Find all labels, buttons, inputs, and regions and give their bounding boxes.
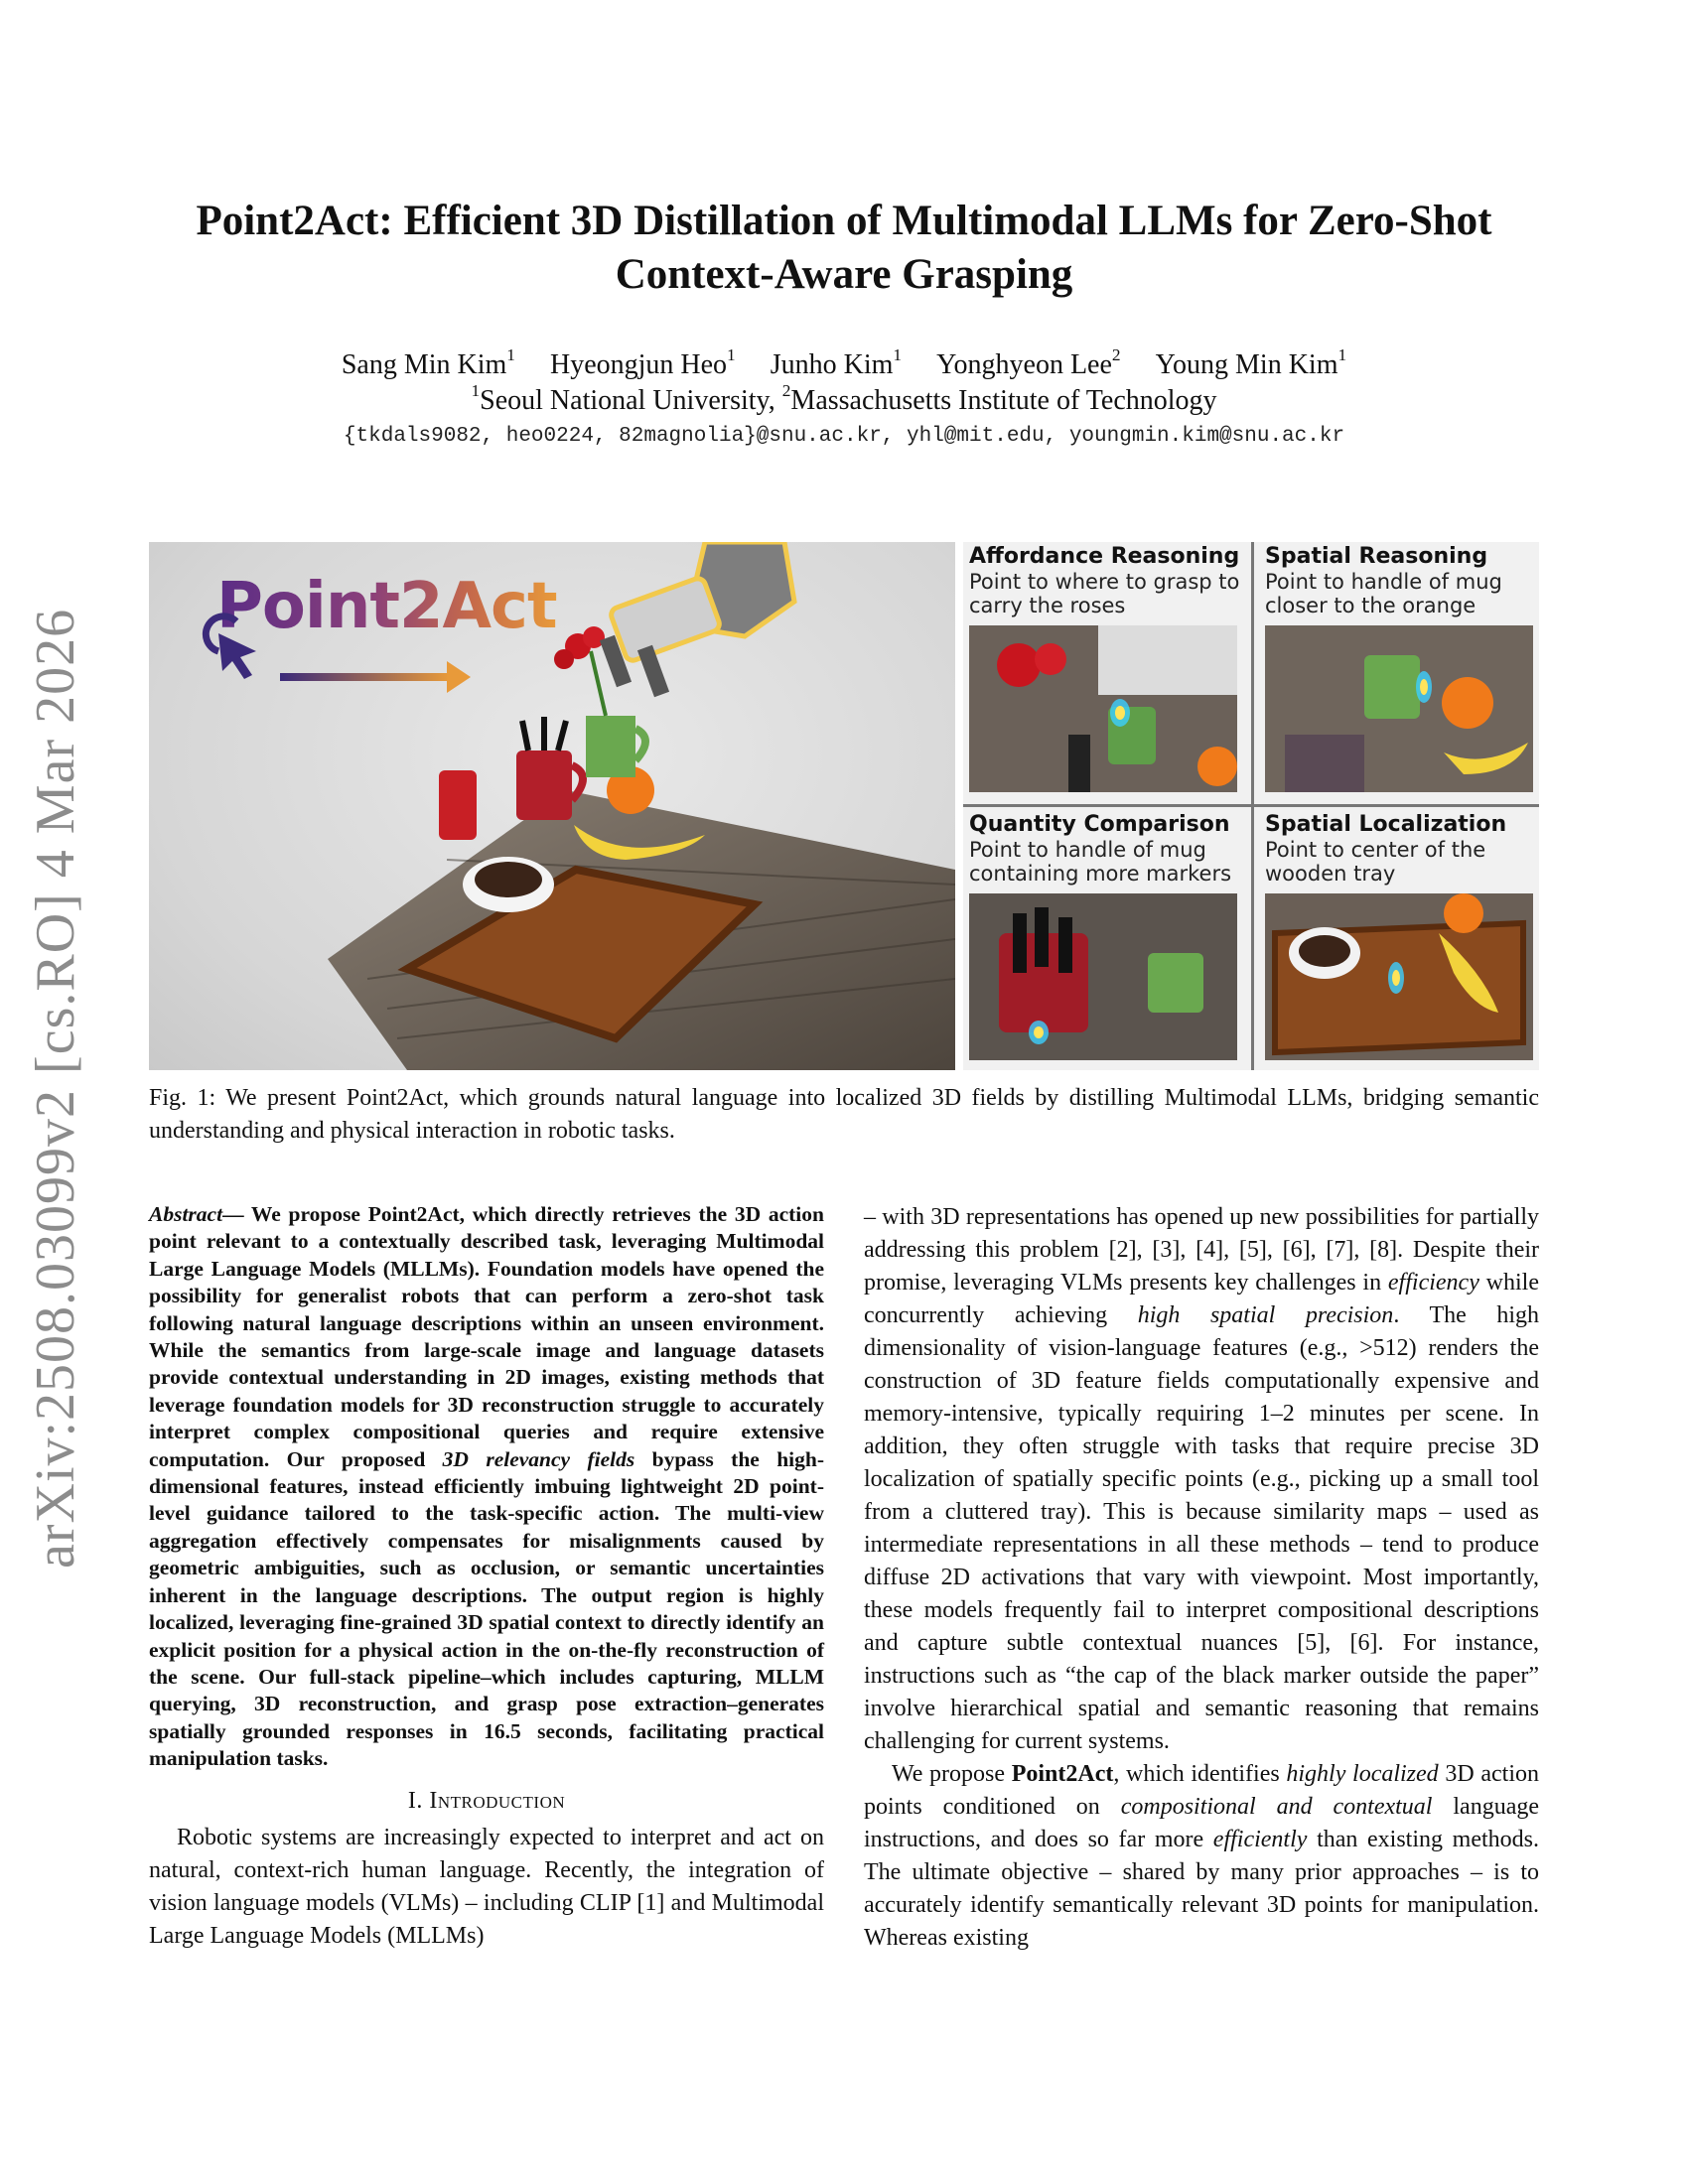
robot-arm — [600, 542, 794, 697]
point2act-logo: Point2Act — [216, 570, 557, 643]
panel-description: Point to handle of mug closer to the orange — [1265, 570, 1502, 617]
author: Yonghyeon Lee$^2$ — [936, 344, 1121, 380]
affiliations: $^1$Seoul National University, $^2$Massachusetts Institute of Technology — [471, 380, 1217, 416]
panel-description: Point to where to grasp to carry the roses — [969, 570, 1240, 617]
right-column — [864, 1201, 1539, 1955]
panel-image — [969, 893, 1237, 1060]
cursor-icon — [206, 616, 256, 679]
intro-paragraph-continued: – with 3D representations has opened up new possibilities for partially addressing this problem [2], [3], [4], [5], [6], [7], [8]. Despite their promise, leveraging VLMs presents key challenges in efficiency while concurrently achieving high spatial precision. The high dimensionality of vision-language features (e.g., >512) renders the construction of 3D feature fields computationally expensive and memory-intensive, typically requiring 1–2 minutes per scene. In addition, they often struggle with tasks that require precise 3D localization of spatially specific points (e.g., picking up a small tool from a cluttered tray). This is because similarity maps – used as intermediate representations in all these methods – tend to produce diffuse 2D activations that vary with viewpoint. Most importantly, these models frequently fail to interpret compositional descriptions and capture subtle contextual nuances [5], [6]. For instance, instructions such as “the cap of the black marker outside the paper” involve hierarchical spatial and semantic reasoning that remains challenging for current systems. — [864, 1204, 1539, 1754]
panel-title: Affordance Reasoning — [969, 544, 1240, 569]
arrow-right-icon — [280, 661, 471, 693]
section-heading: I. Introduction — [407, 1787, 566, 1814]
panel-image — [1265, 893, 1533, 1060]
panel-spatial-reasoning — [1259, 542, 1539, 802]
intro-paragraph: Robotic systems are increasingly expected to interpret and act on natural, context-rich human language. Recently, the integration of vision language models (VLMs) – including CLIP [1] and Multimodal Large Language Models (MLLMs) — [149, 1824, 824, 1949]
soda-can — [439, 770, 477, 840]
arxiv-side-stamp: arXiv:2508.03099v2 [cs.RO] 4 Mar 2026 — [25, 608, 86, 1569]
contribution-paragraph: We propose Point2Act, which identifies highly localized 3D action points conditioned on compositional and contextual language instructions, and does so far more efficiently than existing methods. The ultimate objective – shared by many prior approaches – is to accurately identify semantically relevant 3D points for manipulation. Whereas existing — [864, 1761, 1539, 1951]
panel-description: Point to handle of mug containing more markers — [969, 838, 1232, 886]
panel-title: Spatial Localization — [1265, 812, 1507, 837]
author: Sang Min Kim$^1$ — [341, 344, 515, 380]
scene-illustration — [149, 542, 955, 1070]
panel-spatial-localization — [1259, 810, 1539, 1070]
panel-image — [1265, 625, 1533, 792]
author: Junho Kim$^1$ — [770, 344, 903, 380]
left-column — [149, 1201, 824, 1953]
author-emails: {tkdals9082, heo0224, 82magnolia}@snu.ac.kr, yhl@mit.edu, youngmin.kim@snu.ac.kr — [343, 425, 1345, 448]
panel-description: Point to center of the wooden tray — [1265, 838, 1486, 886]
author: Young Min Kim$^1$ — [1155, 344, 1347, 380]
panel-title: Spatial Reasoning — [1265, 544, 1488, 569]
abstract: Abstract— We propose Point2Act, which directly retrieves the 3D action point relevant to a contextually described task, leveraging Multimodal Large Language Models (MLLMs). Foundation models have opened the possibility for generalist robots that can perform a zero-shot task following natural language descriptions within an unseen environment. While the semantics from large-scale image and language datasets provide contextual understanding in 2D images, existing methods that leverage foundation models for 3D reconstruction struggle to accurately interpret complex compositional queries and require extensive computation. Our proposed 3D relevancy fields bypass the high-dimensional features, instead efficiently imbuing lightweight 2D point-level guidance tailored to the task-specific action. The multi-view aggregation effectively compensates for misalignments caused by geometric ambiguities, such as occlusion, or semantic uncertainties inherent in the language descriptions. The output region is highly localized, leveraging fine-grained 3D spatial context to directly identify an explicit position for a physical action in the on-the-fly reconstruction of the scene. Our full-stack pipeline–which includes capturing, MLLM querying, 3D reconstruction, and grasp pose extraction–generates spatially grounded responses in 16.5 seconds, facilitating practical manipulation tasks. — [149, 1202, 825, 1771]
roses — [554, 626, 606, 716]
main-scene-image — [149, 542, 955, 1070]
panel-divider-horizontal — [963, 804, 1539, 807]
panel-affordance-reasoning — [963, 542, 1243, 802]
panel-quantity-comparison — [963, 810, 1243, 1070]
teaser-figure — [149, 542, 1539, 1070]
figure-caption: Fig. 1: We present Point2Act, which grounds natural language into localized 3D fields by distilling Multimodal LLMs, bridging semantic understanding and physical interaction in robotic tasks. — [149, 1085, 1539, 1144]
paper-title: Point2Act: Efficient 3D Distillation of Multimodal LLMs for Zero-Shot Context-Aware Grasping — [196, 198, 1492, 298]
author: Hyeongjun Heo$^1$ — [549, 344, 736, 380]
panel-title: Quantity Comparison — [969, 812, 1230, 837]
abstract-label: Abstract — [149, 1202, 223, 1226]
author-list — [149, 344, 1539, 383]
panel-image — [969, 625, 1237, 792]
reasoning-panels — [963, 542, 1539, 1070]
red-mug — [516, 751, 572, 820]
green-mug — [586, 716, 635, 777]
